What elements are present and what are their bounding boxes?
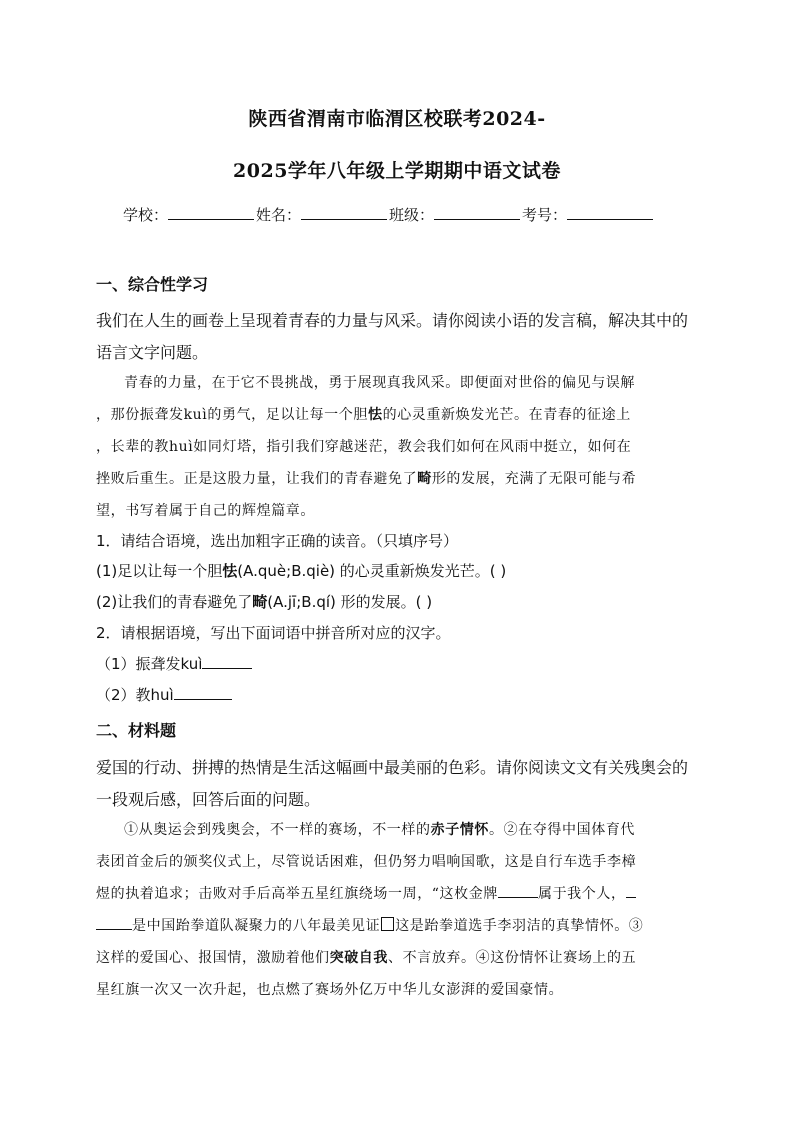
school-label: 学校： bbox=[123, 206, 169, 224]
q1-1-text-b: (A.què;B.qiè) 的心灵重新焕发光芒。( ) bbox=[237, 562, 507, 580]
q1-2-text-a: (2)让我们的青春避免了 bbox=[96, 593, 253, 611]
exam-title-line1: 陕西省渭南市临渭区校联考2024- bbox=[248, 108, 546, 130]
q1-2-text-b: (A.jī;B.qí) 形的发展。( ) bbox=[267, 593, 433, 611]
question1-item2 bbox=[96, 591, 432, 612]
section1-intro bbox=[96, 305, 701, 369]
bold-phrase-chizi: 赤子情怀 bbox=[430, 822, 490, 838]
passage1-line5: 望，书写着属于自己的辉煌篇章。 bbox=[96, 503, 315, 519]
passage1-line3: ，长辈的教huì如同灯塔，指引我们穿越迷茫，教会我们如何在风雨中挺立，如何在 bbox=[96, 439, 632, 455]
passage1-line2 bbox=[96, 399, 701, 431]
passage1-line2-a: ，那份振聋发kuì的勇气，足以让每一个胆 bbox=[96, 407, 368, 423]
section2-intro-line1: 爱国的行动、拼搏的热情是生活这幅画中最美丽的色彩。请你阅读文文有关残奥会的 bbox=[96, 758, 689, 777]
q1-2-bold: 畸 bbox=[252, 593, 268, 611]
passage2-line5 bbox=[96, 942, 701, 974]
q1-1-bold: 怯 bbox=[222, 562, 238, 580]
passage2-line5-b: 、不言放弃。④这份情怀让赛场上的五 bbox=[388, 950, 637, 966]
school-blank[interactable] bbox=[168, 205, 254, 220]
passage1-line2-b: 的心灵重新焕发光芒。在青春的征途上 bbox=[382, 407, 631, 423]
section2-intro-line2: 一段观后感，回答后面的问题。 bbox=[96, 790, 321, 809]
passage2-line1-b: 。②在夺得中国体育代 bbox=[489, 822, 636, 838]
missing-char-box bbox=[381, 917, 394, 931]
passage2-line4-b: 这是跆拳道选手李羽洁的真挚情怀。③ bbox=[395, 918, 644, 934]
q2-2-answer-blank[interactable] bbox=[174, 686, 232, 700]
q2-1-text: （1）振聋发kuì bbox=[96, 655, 203, 673]
passage2-line1-a: ①从奥运会到残奥会，不一样的赛场，不一样的 bbox=[124, 822, 431, 838]
name-blank[interactable] bbox=[301, 205, 387, 220]
passage1-line4-b: 形的发展，充满了无限可能与希 bbox=[431, 471, 637, 487]
passage2-line4 bbox=[96, 910, 701, 942]
question2: 2．请根据语境，写出下面词语中拼音所对应的汉字。 bbox=[96, 624, 451, 642]
passage2-line2: 表团首金后的颁奖仪式上，尽管说话困难，但仍努力唱响国歌，这是自行车选手李樟 bbox=[96, 854, 637, 870]
q2-2-text: （2）教huì bbox=[96, 686, 174, 704]
bold-char-ji: 畸 bbox=[417, 471, 432, 487]
passage2-blank2-end[interactable] bbox=[96, 916, 132, 930]
passage2-line4-a: 是中国跆拳道队凝聚力的八年最美见证 bbox=[132, 918, 381, 934]
passage1-line4 bbox=[96, 463, 701, 495]
question2-item2 bbox=[96, 684, 232, 705]
section1-intro-line1: 我们在人生的画卷上呈现着青春的力量与风采。请你阅读小语的发言稿，解决其中的 bbox=[96, 311, 689, 330]
exam-number-label: 考号： bbox=[522, 206, 568, 224]
question1: 1．请结合语境，选出加粗字正确的读音。（只填序号） bbox=[96, 532, 459, 550]
question2-item1 bbox=[96, 653, 252, 674]
passage1-line4-a: 挫败后重生。正是这股力量，让我们的青春避免了 bbox=[96, 471, 418, 487]
bold-phrase-tupo: 突破自我 bbox=[329, 950, 389, 966]
question1-item1 bbox=[96, 560, 506, 581]
passage2-line6: 星红旗一次又一次升起，也点燃了赛场外亿万中华儿女澎湃的爱国豪情。 bbox=[96, 982, 564, 998]
passage1-line1: 青春的力量，在于它不畏挑战，勇于展现真我风采。即便面对世俗的偏见与误解 bbox=[124, 375, 635, 391]
passage2-line3 bbox=[96, 878, 701, 910]
passage2-line5-a: 这样的爱国心、报国情，激励着他们 bbox=[96, 950, 330, 966]
section1-intro-line2: 语言文字问题。 bbox=[96, 343, 209, 362]
student-info-row bbox=[123, 204, 655, 225]
name-label: 姓名： bbox=[256, 206, 302, 224]
section2-passage bbox=[96, 814, 701, 1006]
exam-number-blank[interactable] bbox=[567, 205, 653, 220]
exam-title-line2: 2025学年八年级上学期期中语文试卷 bbox=[233, 160, 561, 182]
class-blank[interactable] bbox=[434, 205, 520, 220]
passage2-line3-b: 属于我个人， bbox=[537, 886, 626, 902]
passage2-blank1[interactable] bbox=[498, 884, 538, 898]
passage2-line3-a: 煜的执着追求；击败对手后高举五星红旗绕场一周，“这枚金牌 bbox=[96, 886, 498, 902]
section1-heading: 一、综合性学习 bbox=[96, 275, 209, 294]
passage2-blank2-start[interactable] bbox=[626, 884, 636, 898]
q1-1-text-a: (1)足以让每一个胆 bbox=[96, 562, 223, 580]
q2-1-answer-blank[interactable] bbox=[202, 655, 252, 669]
bold-char-qie: 怯 bbox=[367, 407, 383, 423]
passage2-line1 bbox=[96, 814, 701, 846]
section2-heading: 二、材料题 bbox=[96, 721, 177, 740]
class-label: 班级： bbox=[389, 206, 435, 224]
section2-intro bbox=[96, 752, 701, 816]
section1-passage bbox=[96, 367, 701, 527]
